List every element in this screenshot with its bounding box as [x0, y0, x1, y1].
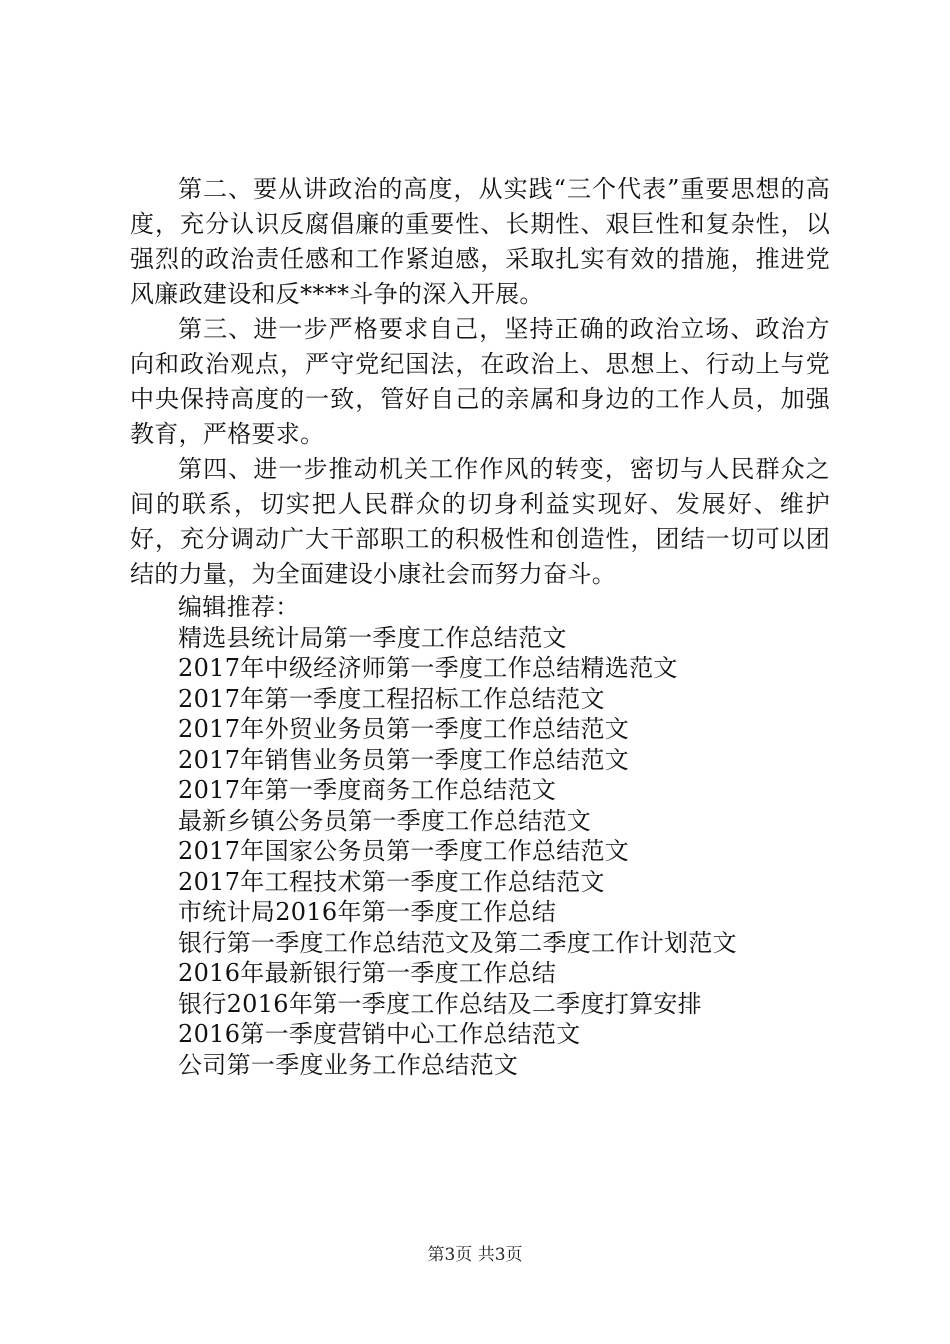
recommend-item[interactable]: 市统计局2016年第一季度工作总结 — [178, 898, 557, 926]
recommend-item[interactable]: 2016年最新银行第一季度工作总结 — [178, 959, 557, 987]
paragraph-second: 第二、要从讲政治的高度，从实践“三个代表”重要思想的高度，充分认识反腐倡廉的重要性、长期性、艰巨性和复杂性，以强烈的政治责任感和工作紧迫感，采取扎实有效的措施，推进党风廉政建设和反****斗争的深入开展。 — [130, 175, 830, 308]
recommend-item[interactable]: 精选县统计局第一季度工作总结范文 — [178, 623, 567, 652]
recommend-item[interactable]: 2017年国家公务员第一季度工作总结范文 — [178, 837, 630, 865]
document-body — [130, 172, 830, 1080]
recommend-item[interactable]: 2017年中级经济师第一季度工作总结精选范文 — [178, 654, 678, 682]
recommend-item[interactable]: 2017年外贸业务员第一季度工作总结范文 — [178, 715, 630, 743]
recommend-heading: 编辑推荐： — [178, 593, 300, 621]
recommend-item[interactable]: 公司第一季度业务工作总结范文 — [178, 1050, 519, 1079]
recommend-item[interactable]: 2017年第一季度工程招标工作总结范文 — [178, 684, 605, 713]
recommend-item[interactable]: 最新乡镇公务员第一季度工作总结范文 — [178, 806, 592, 835]
recommend-item[interactable]: 银行2016年第一季度工作总结及二季度打算安排 — [178, 989, 702, 1018]
page-number-footer: 第3页 共3页 — [427, 1245, 523, 1265]
recommend-section — [130, 592, 830, 1080]
recommend-item[interactable]: 2016第一季度营销中心工作总结范文 — [178, 1020, 581, 1048]
recommend-item[interactable]: 2017年第一季度商务工作总结范文 — [178, 776, 557, 804]
paragraph-third: 第三、进一步严格要求自己，坚持正确的政治立场、政治方向和政治观点，严守党纪国法，在政治上、思想上、行动上与党中央保持高度的一致，管好自己的亲属和身边的工作人员，加强教育，严格要求。 — [130, 315, 830, 448]
recommend-list — [130, 623, 830, 1081]
recommend-item[interactable]: 银行第一季度工作总结范文及第二季度工作计划范文 — [178, 928, 737, 957]
paragraph-fourth: 第四、进一步推动机关工作作风的转变，密切与人民群众之间的联系，切实把人民群众的切身利益实现好、发展好、维护好，充分调动广大干部职工的积极性和创造性，团结一切可以团结的力量，为全面建设小康社会而努力奋斗。 — [130, 455, 830, 588]
recommend-item[interactable]: 2017年销售业务员第一季度工作总结范文 — [178, 745, 630, 774]
recommend-item[interactable]: 2017年工程技术第一季度工作总结范文 — [178, 867, 605, 896]
